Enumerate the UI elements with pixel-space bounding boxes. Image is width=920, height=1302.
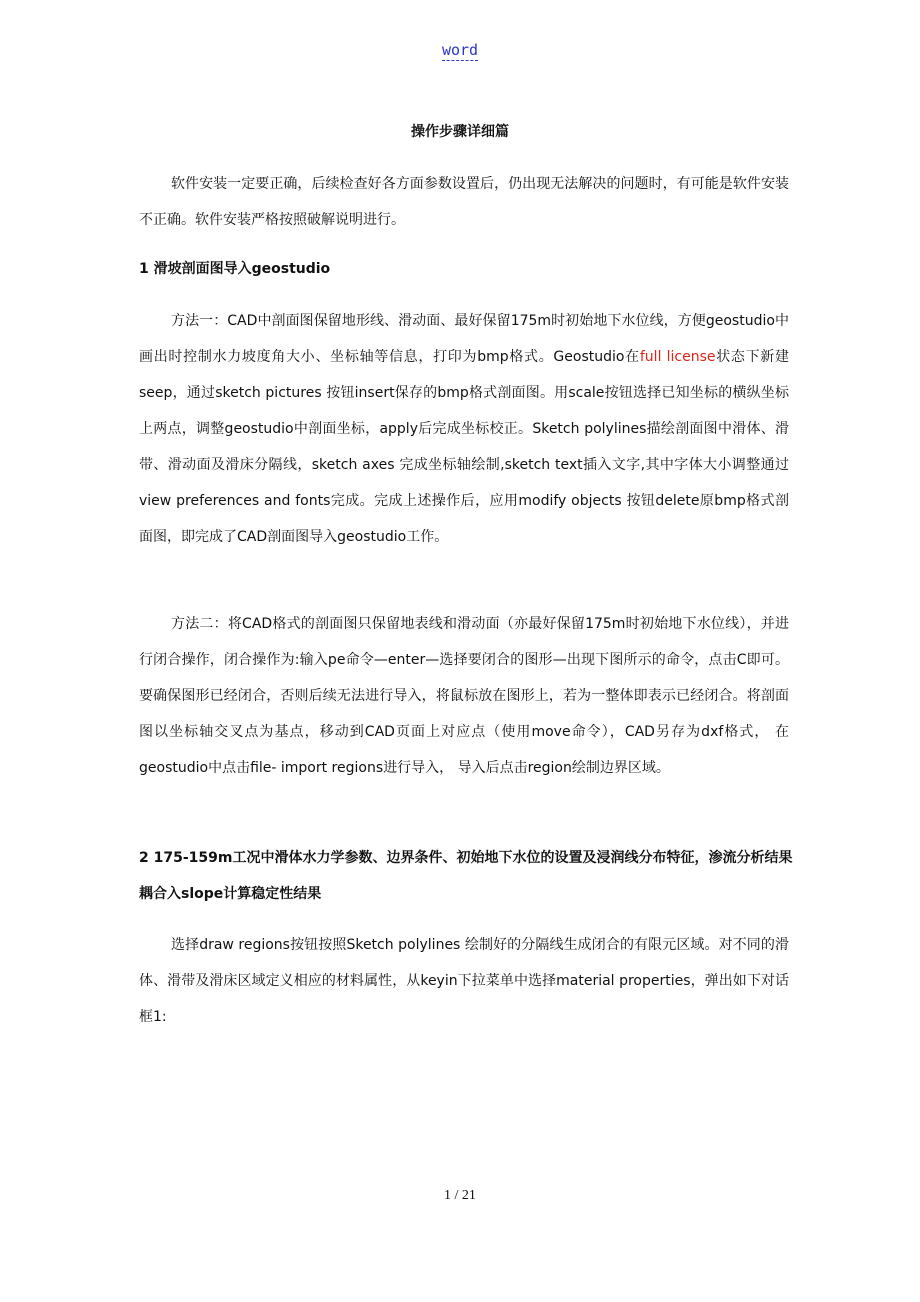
method-1-text-part2: 状态下新建seep，通过sketch pictures 按钮insert保存的bmp格式剖面图。用scale按钮选择已知坐标的横纵坐标上两点，调整geostudio中剖面坐标，apply后完成坐标校正。Sketch polylines描绘剖面图中滑体、滑带、滑动面及滑床分隔线，sketch axes 完成坐标轴绘制,sketch text插入文字,其中字体大小调整通过view preferences and fonts完成。完成上述操作后，应用modify objects 按钮delete原bmp格式剖面图，即完成了CAD剖面图导入geostudio工作。: [139, 349, 790, 545]
page-number: 1 / 21: [444, 1188, 476, 1203]
header-word-link[interactable]: [0, 40, 920, 60]
intro-paragraph: 软件安装一定要正确，后续检查好各方面参数设置后，仍出现无法解决的问题时，有可能是软件安装不正确。软件安装严格按照破解说明进行。: [139, 176, 789, 228]
method-1-text-part1: 方法一：CAD中剖面图保留地形线、滑动面、最好保留175m时初始地下水位线，方便geostudio中画出时控制水力坡度角大小、坐标轴等信息，打印为bmp格式。Geostudio在: [139, 313, 789, 365]
section-1-heading: 1 滑坡剖面图导入geostudio: [139, 261, 331, 277]
section-2-heading: 2 175-159m工况中滑体水力学参数、边界条件、初始地下水位的设置及浸润线分布特征，渗流分析结果耦合入slope计算稳定性结果: [139, 850, 793, 902]
method-2-paragraph: 方法二：将CAD格式的剖面图只保留地表线和滑动面（亦最好保留175m时初始地下水位线），并进行闭合操作，闭合操作为:输入pe命令—enter—选择要闭合的图形—出现下图所示的命令，点击C即可。要确保图形已经闭合，否则后续无法进行导入，将鼠标放在图形上，若为一整体即表示已经闭合。将剖面图以坐标轴交叉点为基点，移动到CAD页面上对应点（使用move命令），CAD另存为dxf格式， 在geostudio中点击file- import regions进行导入， 导入后点击region绘制边界区域。: [139, 616, 789, 776]
method-1-paragraph: [139, 303, 789, 555]
page-title: 操作步骤详细篇: [411, 124, 509, 140]
full-license-text: full license: [639, 349, 716, 365]
word-link-text[interactable]: word: [441, 41, 479, 59]
section-2-paragraph: 选择draw regions按钮按照Sketch polylines 绘制好的分隔线生成闭合的有限元区域。对不同的滑体、滑带及滑床区域定义相应的材料属性，从keyin下拉菜单中选择material properties，弹出如下对话框1:: [139, 937, 789, 1025]
